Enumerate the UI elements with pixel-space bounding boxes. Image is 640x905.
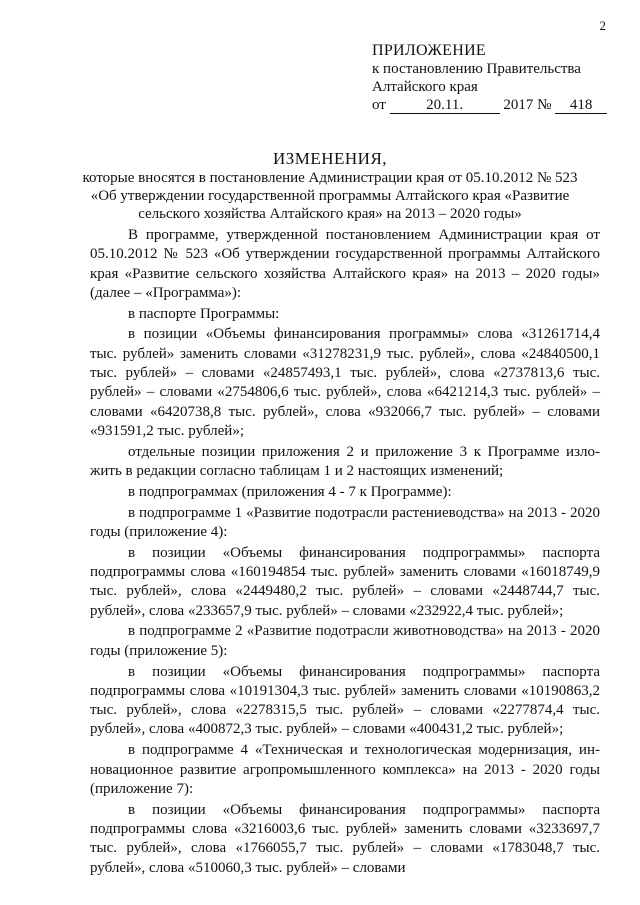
date-prefix: от bbox=[372, 97, 386, 113]
paragraph: в подпрограмме 1 «Развитие подотрасли растениеводства» на 2013 - 2020 годы (приложение 4): bbox=[90, 504, 600, 540]
number-sign: № bbox=[537, 97, 552, 113]
page-number: 2 bbox=[599, 18, 606, 33]
heading-line-2: «Об утверждении государственной программы Алтайского края «Развитие bbox=[90, 188, 570, 204]
handwritten-date: 20.11. bbox=[390, 98, 500, 114]
paragraph: в позиции «Объемы финансирования подпрограммы» паспорта подпрограммы слова «3216003,6 тыс. рублей» заменить словами «3233697,7 тыс. рублей», слова «1766055,7 тыс. рублей» – словами «1783048,7 тыс. рублей», слова «510060,3 тыс. рублей» – словами bbox=[90, 801, 600, 876]
paragraph: в позиции «Объемы финансирования подпрограммы» паспорта подпрограммы слова «10191304,3 тыс. рублей» заменить словами «10190863,2 тыс. рублей», слова «2278315,5 тыс. рублей» – словами «2277874,4 тыс. рублей», слова «400872,3 тыс. рублей» – словами «400431,2 тыс. рублей»; bbox=[90, 663, 600, 738]
paragraph: В программе, утвержденной постановлением Администрации края от 05.10.2012 № 523 «Об утверждении государственной программы Алтайского края «Развитие сельского хозяйства Алтайского края» на 2013 – 2020 годы» (далее – «Программа»): bbox=[90, 227, 600, 301]
heading-line-3: сельского хозяйства Алтайского края» на 2013 – 2020 годы» bbox=[138, 206, 522, 222]
paragraph: отдельные позиции приложения 2 и приложение 3 к Программе изложить в редакции согласно таблицам 1 и 2 настоящих изменений; bbox=[90, 443, 600, 480]
heading-title: ИЗМЕНЕНИЯ, bbox=[272, 149, 388, 168]
paragraph: в подпрограмме 2 «Развитие подотрасли животноводства» на 2013 - 2020 годы (приложение 5): bbox=[90, 623, 600, 659]
appendix-line-2: Алтайского края bbox=[372, 79, 478, 95]
paragraph: в позиции «Объемы финансирования подпрограммы» паспорта подпрограммы слова «160194854 тыс. рублей» заменить словами «16018749,9 тыс. рублей», слова «2449480,2 тыс. рублей» – словами «2448744,7 тыс. рублей», слова «233657,9 тыс. рублей» – словами «232922,4 тыс. рублей»; bbox=[90, 544, 600, 619]
paragraph: в позиции «Объемы финансирования программы» слова «31261714,4 тыс. рублей» заменить словами «31278231,9 тыс. рублей», слова «24840500,1 тыс. рублей» – словами «24857493,1 тыс. рублей», слова «2737813,6 тыс. рублей» – словами «2754806,6 тыс. рублей», слова «6421214,3 тыс. рублей» – словами «6420738,8 тыс. рублей», слова «932066,7 тыс. рублей» – словами «931591,2 тыс. рублей»; bbox=[90, 326, 600, 439]
document-body bbox=[90, 226, 600, 879]
paragraph: в подпрограмме 4 «Техническая и технологическая модернизация, инновационное развитие агропромышленного комплекса» на 2013 - 2020 годы (приложение 7): bbox=[90, 742, 600, 797]
handwritten-number: 418 bbox=[555, 98, 607, 114]
appendix-date-line bbox=[372, 96, 607, 114]
paragraph: в подпрограммах (приложения 4 - 7 к Программе): bbox=[128, 483, 452, 500]
date-year: 2017 bbox=[503, 97, 534, 113]
document-heading bbox=[60, 150, 600, 223]
appendix-block bbox=[372, 42, 607, 114]
appendix-title: ПРИЛОЖЕНИЕ bbox=[372, 42, 487, 59]
paragraph: в паспорте Программы: bbox=[128, 305, 280, 322]
appendix-line-1: к постановлению Правительства bbox=[372, 61, 581, 77]
heading-line-1: которые вносятся в постановление Администрации края от 05.10.2012 № 523 bbox=[82, 170, 578, 186]
